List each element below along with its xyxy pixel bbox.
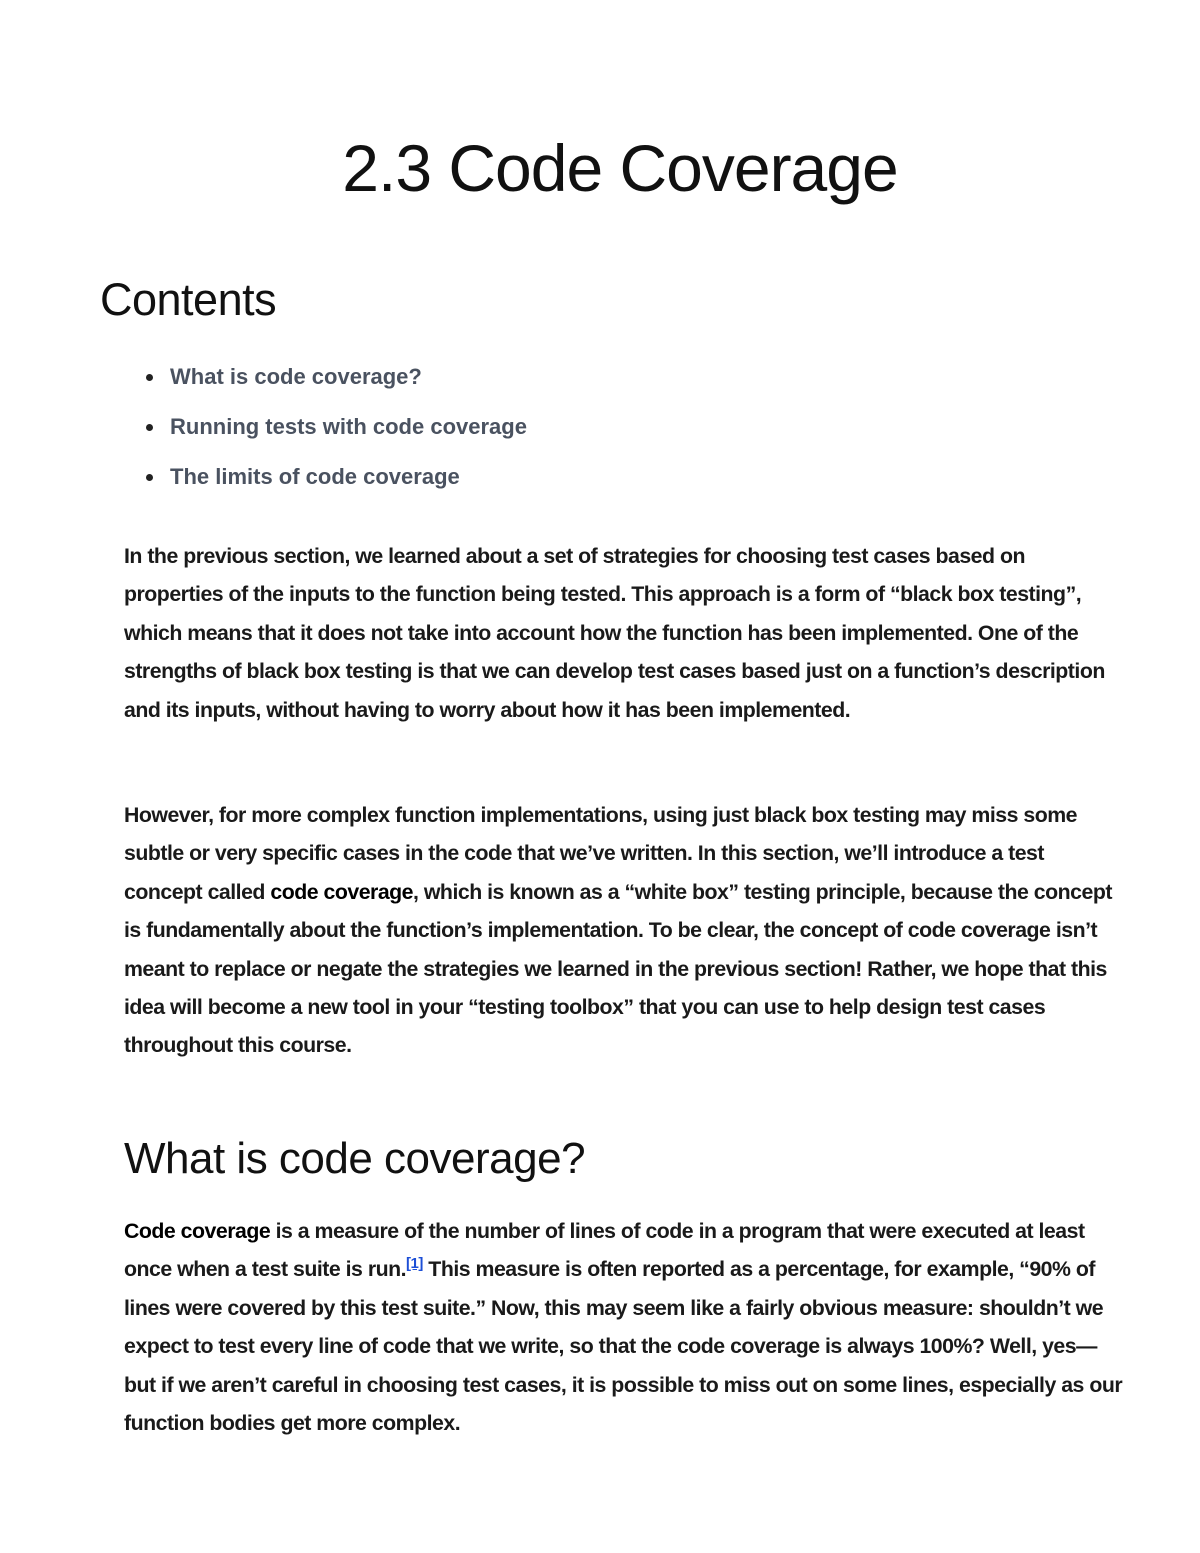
toc-link-what-is-code-coverage[interactable]: What is code coverage? bbox=[170, 364, 422, 389]
intro-paragraph-2 bbox=[124, 796, 1124, 1065]
section-heading-what-is-code-coverage: What is code coverage? bbox=[124, 1134, 586, 1183]
contents-heading: Contents bbox=[100, 274, 277, 325]
definition-term: Code coverage bbox=[124, 1219, 271, 1243]
definition-text-before-footnote: is a measure of the number of lines of code in a program that were executed at least once when a test suite is run. bbox=[124, 1219, 1085, 1282]
footnote-link-1[interactable]: [1] bbox=[406, 1255, 423, 1273]
toc-item-limits bbox=[170, 458, 527, 508]
intro-paragraph-2-before: However, for more complex function implementations, using just black box testing may miss some subtle or very specific cases in the code that we’ve written. In this section, we’ll introduce a test concept called bbox=[124, 803, 1078, 904]
toc-link-running-tests[interactable]: Running tests with code coverage bbox=[170, 414, 527, 439]
definition-text-after-footnote: This measure is often reported as a percentage, for example, “90% of lines were covered by this test suite.” Now, this may seem like a fairly obvious measure: shouldn’t we expect to test every line of code that we write, so that the code coverage is always 100%? Well, yes—but if we aren’t careful in choosing test cases, it is possible to miss out on some lines, especially as our function bodies get more complex. bbox=[124, 1257, 1123, 1436]
term-code-coverage: code coverage bbox=[270, 879, 414, 904]
page-title: 2.3 Code Coverage bbox=[342, 131, 898, 205]
definition-paragraph bbox=[124, 1212, 1124, 1442]
toc-link-limits[interactable]: The limits of code coverage bbox=[170, 464, 460, 489]
table-of-contents bbox=[170, 358, 527, 508]
intro-paragraph-2-after: , which is known as a “white box” testing principle, because the concept is fundamentally about the function’s implementation. To be clear, the concept of code coverage isn’t meant to replace or negate the strategies we learned in the previous section! Rather, we hope that this idea will become a new tool in your “testing toolbox” that you can use to help design test cases throughout this course. bbox=[124, 879, 1112, 1058]
intro-paragraph-1: In the previous section, we learned about a set of strategies for choosing test cases based on properties of the inputs to the function being tested. This approach is a form of “black box testing”, which means that it does not take into account how the function has been implemented. One of the strengths of black box testing is that we can develop test cases based just on a function’s description and its inputs, without having to worry about how it has been implemented. bbox=[124, 544, 1105, 722]
toc-item-what-is-code-coverage bbox=[170, 358, 527, 408]
toc-item-running-tests bbox=[170, 408, 527, 458]
